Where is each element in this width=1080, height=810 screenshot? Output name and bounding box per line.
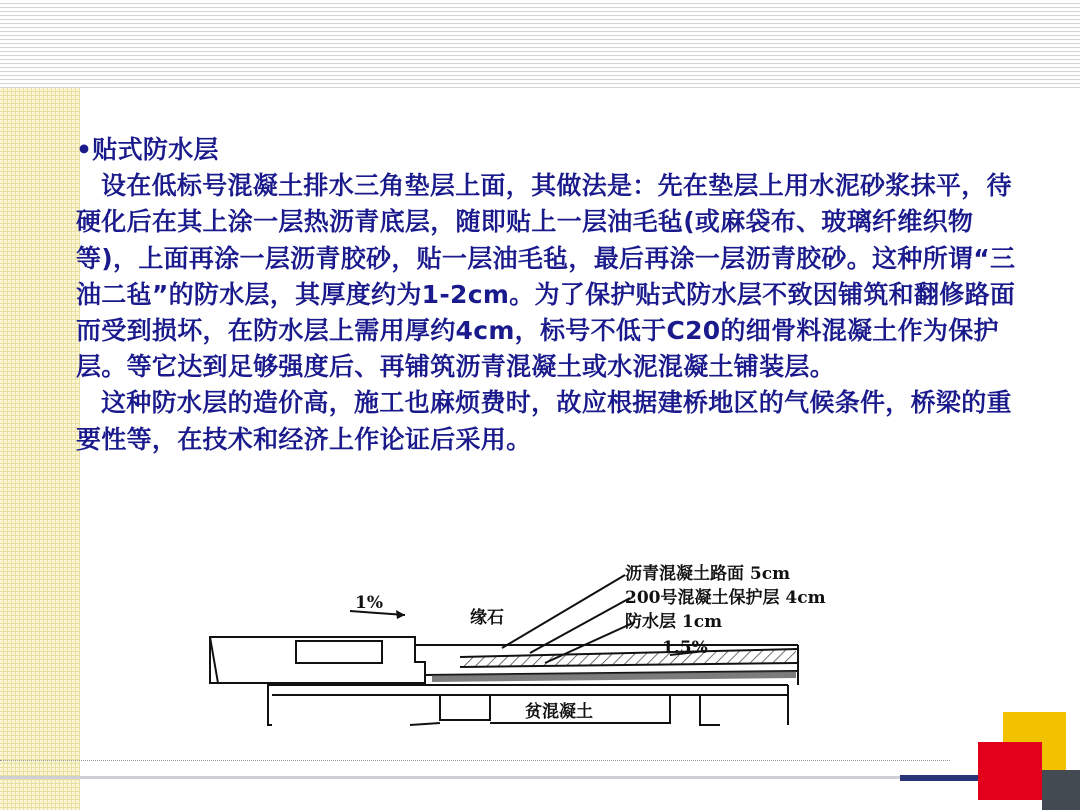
bottom-dotted-rule xyxy=(0,760,950,761)
curb-bevel xyxy=(210,637,218,683)
right-support xyxy=(700,695,720,725)
label-lean-concrete: 贫混凝土 xyxy=(525,702,593,722)
lean-concrete-void xyxy=(440,695,490,720)
top-stripe-background xyxy=(0,0,1080,88)
label-protect: 200号混凝土保护层 4cm xyxy=(625,588,826,608)
deco-navy-bar xyxy=(900,775,985,781)
waterproof-layer-diagram xyxy=(200,545,900,740)
section-heading: •贴式防水层 xyxy=(76,135,219,164)
label-waterproof: 防水层 1cm xyxy=(625,612,723,632)
label-curb: 缘石 xyxy=(470,608,504,628)
paragraph-method: 设在低标号混凝土排水三角垫层上面，其做法是：先在垫层上用水泥砂浆抹平，待硬化后在其上涂一层热沥青底层，随即贴上一层油毛毡(或麻袋布、玻璃纤维织物等)，上面再涂一层沥青胶砂，贴一层油毛毡，最后再涂一层沥青胶砂。这种所谓“三油二毡”的防水层，其厚度约为1-2cm。为了保护贴式防水层不致因铺筑和翻修路面而受到损坏，在防水层上需用厚约4cm，标号不低于C20的细骨料混凝土作为保护层。等它达到足够强度后、再铺筑沥青混凝土或水泥混凝土铺装层。 xyxy=(76,171,1016,382)
bottom-gray-rule xyxy=(0,776,975,779)
deco-red-square xyxy=(978,742,1042,800)
curb-block xyxy=(210,637,425,683)
slab-left xyxy=(210,683,272,725)
arrowhead-slope-left xyxy=(396,610,405,619)
paragraph-cost: 这种防水层的造价高，施工也麻烦费时，故应根据建桥地区的气候条件，桥梁的重要性等，在技术和经济上作论证后采用。 xyxy=(76,388,1012,454)
deco-gray-square xyxy=(1042,770,1080,810)
label-asphalt: 沥青混凝土路面 5cm xyxy=(625,564,791,584)
curb-inner-box xyxy=(296,641,382,663)
label-slope-right: 1.5% xyxy=(662,638,708,658)
label-slope-left: 1% xyxy=(355,593,383,613)
slide-body xyxy=(76,132,1026,458)
left-grid-band xyxy=(0,88,80,810)
